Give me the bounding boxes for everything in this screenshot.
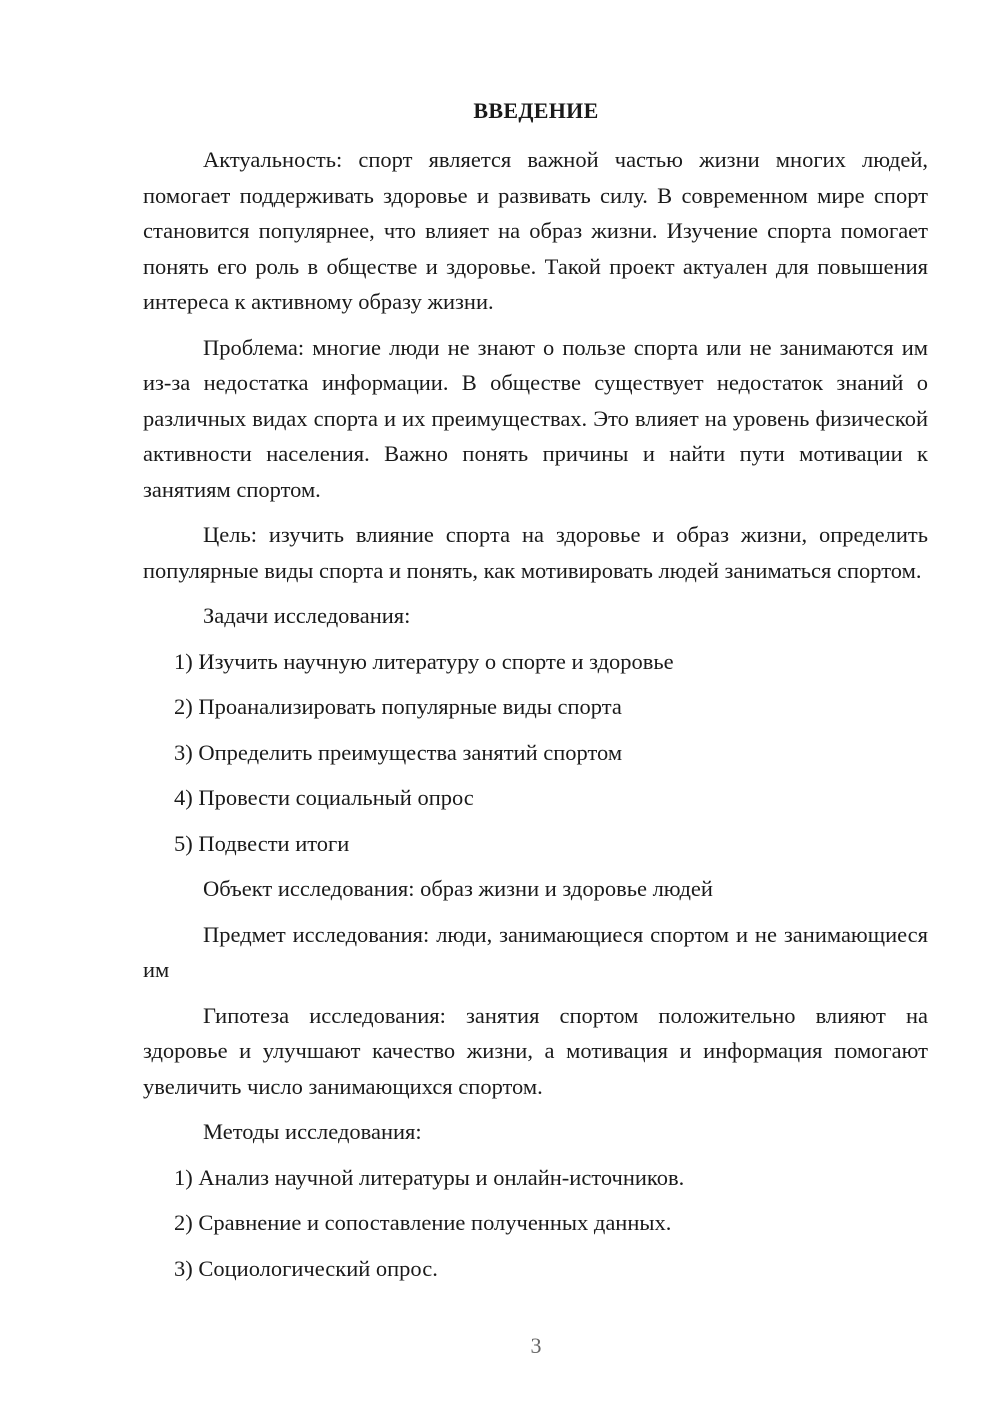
problem-paragraph: Проблема: многие люди не знают о пользе спорта или не занимаются им из-за недостатка информации. В обществе существует недостаток знаний о различных видах спорта и их преимуществах. Это влияет на уровень физической активности населения. Важно понять причины и найти пути мотивации к занятиям спортом.: [143, 334, 928, 502]
object-line: Объект исследования: образ жизни и здоровье людей: [203, 876, 713, 901]
task-item: 3) Определить преимущества занятий спортом: [174, 739, 623, 765]
document-body: [143, 142, 928, 1286]
relevance-paragraph: Актуальность: спорт является важной частью жизни многих людей, помогает поддерживать здоровье и развивать силу. В современном мире спорт становится популярнее, что влияет на образ жизни. Изучение спорта помогает понять его роль в обществе и здоровье. Такой проект актуален для повышения интереса к активному образу жизни.: [143, 147, 928, 314]
task-item: 1) Изучить научную литературу о спорте и здоровье: [174, 648, 674, 674]
hypothesis-paragraph: Гипотеза исследования: занятия спортом положительно влияют на здоровье и улучшают качество жизни, а мотивация и информация помогают увеличить число занимающихся спортом.: [143, 1002, 928, 1099]
task-item: 4) Провести социальный опрос: [174, 785, 474, 810]
tasks-heading: Задачи исследования:: [203, 603, 411, 628]
task-item: 5) Подвести итоги: [174, 830, 350, 856]
subject-paragraph: Предмет исследования: люди, занимающиеся спортом и не занимающиеся им: [143, 921, 928, 982]
page-number: 3: [530, 1333, 542, 1358]
method-item: 2) Сравнение и сопоставление полученных данных.: [174, 1210, 672, 1235]
methods-heading: Методы исследования:: [203, 1119, 422, 1144]
page-title: ВВЕДЕНИЕ: [473, 98, 599, 123]
task-item: 2) Проанализировать популярные виды спорта: [174, 694, 622, 719]
goal-paragraph: Цель: изучить влияние спорта на здоровье и образ жизни, определить популярные виды спорта и понять, как мотивировать людей заниматься спортом.: [143, 522, 928, 583]
method-item: 3) Социологический опрос.: [174, 1255, 438, 1281]
method-item: 1) Анализ научной литературы и онлайн-источников.: [174, 1164, 685, 1190]
